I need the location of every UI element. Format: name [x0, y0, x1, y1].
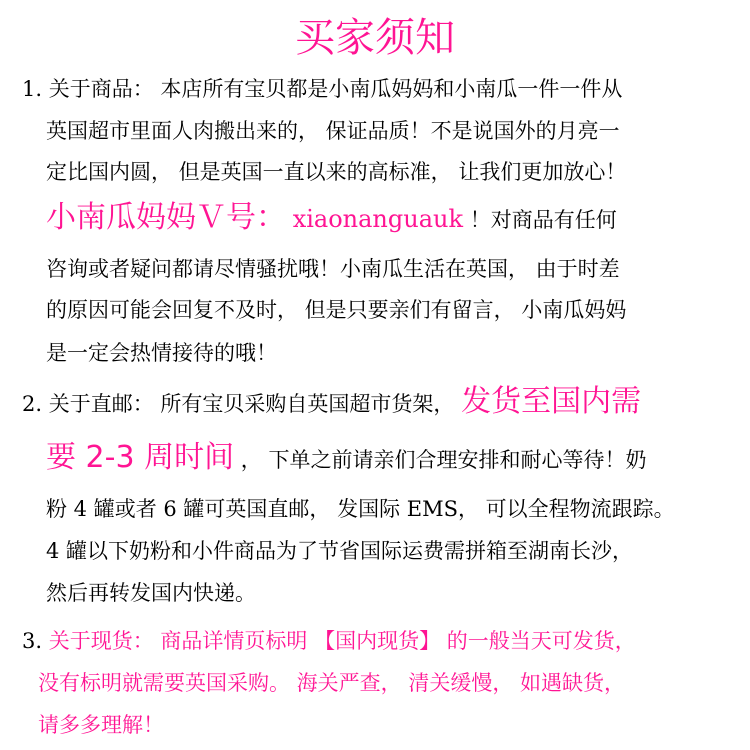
section-2-line-1 — [22, 384, 641, 422]
section-2-line-2 — [46, 438, 646, 480]
section-1-line-1 — [22, 74, 622, 104]
section-2-number: 2. — [22, 392, 43, 416]
section-2-line-3: 粉 4 罐或者 6 罐可英国直邮， 发国际 EMS， 可以全程物流跟踪。 — [46, 497, 675, 521]
shipping-time-highlight-2: 要 2-3 周时间 — [46, 440, 235, 475]
section-3-text: 关于现货： 商品详情页标明 【国内现货】 的一般当天可发货， — [48, 629, 636, 653]
section-1-number: 1. — [22, 77, 43, 101]
section-2-label: 关于直邮： — [48, 392, 154, 416]
section-2-text: 所有宝贝采购自英国超市货架， — [160, 392, 455, 416]
contact-id: xiaonanguauk — [292, 205, 464, 233]
contact-tail: ！对商品有任何 — [469, 208, 617, 232]
section-1-text: 本店所有宝贝都是小南瓜妈妈和小南瓜一件一件从 — [160, 77, 623, 101]
section-1-line-7: 是一定会热情接待的哦！ — [46, 341, 277, 365]
section-1-line-3: 定比国内圆， 但是英国一直以来的高标准， 让我们更加放心！ — [46, 160, 627, 184]
contact-label: 小南瓜妈妈Ｖ号： — [46, 200, 286, 235]
section-3-line-1 — [22, 626, 636, 656]
section-1-line-6: 的原因可能会回复不及时， 但是只要亲们有留言， 小南瓜妈妈 — [46, 298, 627, 322]
section-1-line-2: 英国超市里面人肉搬出来的， 保证品质！不是说国外的月亮一 — [46, 119, 620, 143]
shipping-time-highlight-1: 发货至国内需 — [461, 384, 642, 419]
section-3-line-3: 请多多理解！ — [38, 713, 164, 737]
section-2-line-4: 4 罐以下奶粉和小件商品为了节省国际运费需拼箱至湖南长沙， — [46, 539, 634, 563]
section-2-line-5: 然后再转发国内快递。 — [46, 581, 256, 605]
page-title: 买家须知 — [295, 15, 455, 61]
section-1-label: 关于商品： — [48, 77, 154, 101]
section-2-line-2-text: ， 下单之前请亲们合理安排和耐心等待！奶 — [240, 448, 647, 472]
section-3-number: 3. — [22, 629, 43, 653]
section-1-line-5: 咨询或者疑问都请尽情骚扰哦！小南瓜生活在英国， 由于时差 — [46, 257, 620, 281]
section-3-line-2: 没有标明就需要英国采购。 海关严查， 清关缓慢， 如遇缺货， — [38, 671, 626, 695]
section-1-contact-line — [46, 196, 617, 242]
